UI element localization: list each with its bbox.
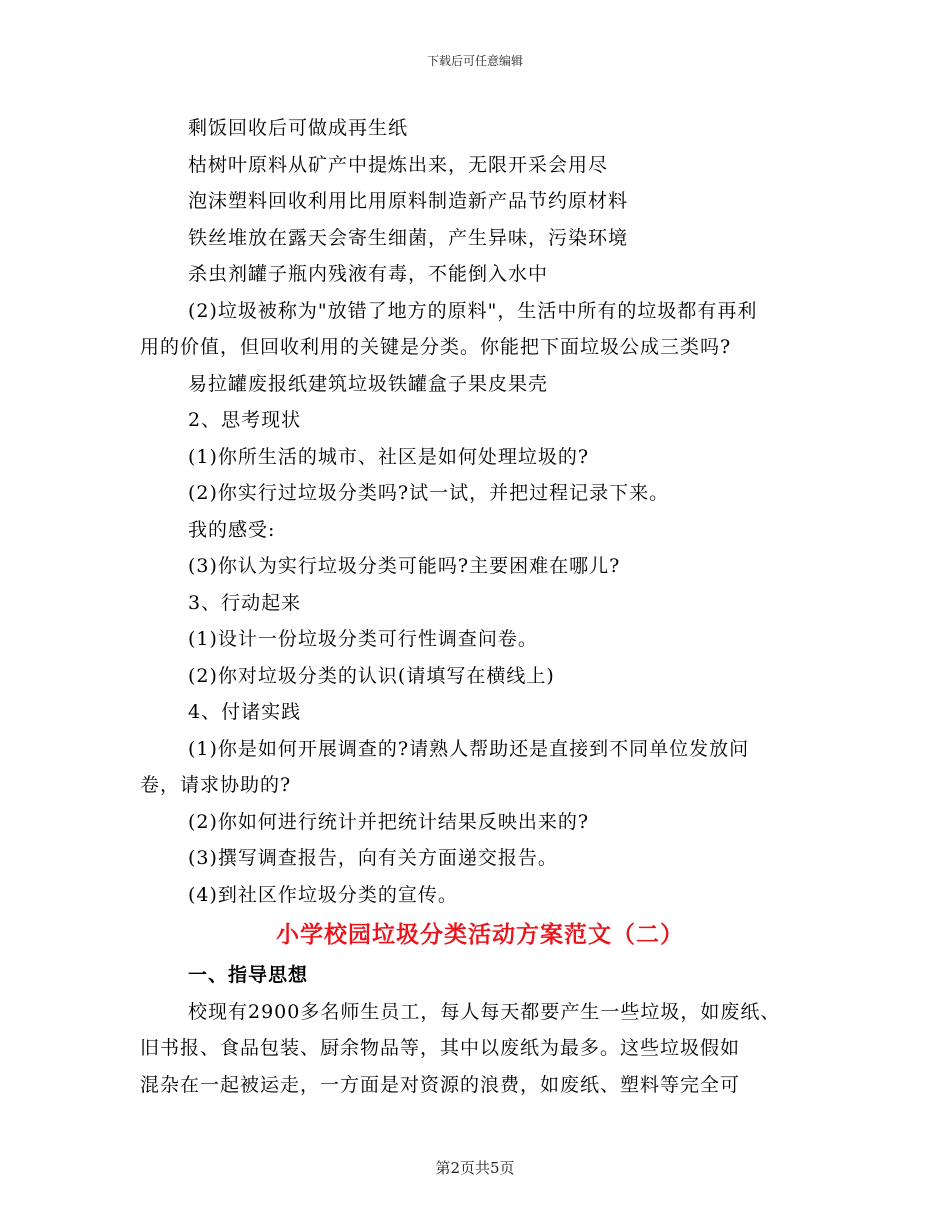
text-line: (1)你所生活的城市、社区是如何处理垃圾的? xyxy=(188,445,590,468)
text-line: 杀虫剂罐子瓶内残液有毒，不能倒入水中 xyxy=(188,263,549,285)
section-title: 小学校园垃圾分类活动方案范文（二） xyxy=(276,922,684,948)
text-line: 卷，请求协助的? xyxy=(140,774,292,796)
text-line: 4、付诸实践 xyxy=(188,701,302,723)
text-line: 泡沫塑料回收利用比用原料制造新产品节约原材料 xyxy=(188,190,629,212)
text-line: 易拉罐废报纸建筑垃圾铁罐盒子果皮果壳 xyxy=(188,372,549,395)
text-line: (2)你如何进行统计并把统计结果反映出来的? xyxy=(188,810,590,833)
text-line: 剩饭回收后可做成再生纸 xyxy=(188,117,409,139)
text-line: (2)垃圾被称为"放错了地方的原料"，生活中所有的垃圾都有再利 xyxy=(188,299,758,322)
text-line: 3、行动起来 xyxy=(188,591,302,614)
text-line: 用的价值，但回收利用的关键是分类。你能把下面垃圾公成三类吗? xyxy=(140,336,732,358)
text-line: (1)你是如何开展调查的?请熟人帮助还是直接到不同单位发放问 xyxy=(188,737,750,760)
page-header: 下载后可任意编辑 xyxy=(426,54,523,68)
sub-heading: 一、指导思想 xyxy=(188,964,309,986)
text-line: (2)你对垃圾分类的认识(请填写在横线上) xyxy=(188,664,555,687)
text-line: (2)你实行过垃圾分类吗?试一试，并把过程记录下来。 xyxy=(188,482,670,504)
paragraph-line: 混杂在一起被运走，一方面是对资源的浪费，如废纸、塑料等完全可 xyxy=(140,1073,741,1096)
text-line: (4)到社区作垃圾分类的宣传。 xyxy=(188,883,458,906)
text-line: 枯树叶原料从矿产中提炼出来，无限开采会用尽 xyxy=(188,153,609,176)
document-body xyxy=(140,110,820,1103)
text-line: 我的感受: xyxy=(188,518,276,541)
paragraph-line: 旧书报、食品包装、厨余物品等，其中以废纸为最多。这些垃圾假如 xyxy=(140,1037,741,1059)
paragraph-line: 校现有2900多名师生员工，每人每天都要产生一些垃圾，如废纸、 xyxy=(188,1000,781,1023)
guiding-thought-paragraph xyxy=(140,994,820,1104)
activity-steps xyxy=(140,110,820,913)
text-line: (1)设计一份垃圾分类可行性调查问卷。 xyxy=(188,628,538,650)
text-line: 铁丝堆放在露天会寄生细菌，产生异味，污染环境 xyxy=(188,226,629,249)
page-footer: 第2页共5页 xyxy=(435,1159,515,1177)
text-line: 2、思考现状 xyxy=(188,409,302,431)
text-line: (3)你认为实行垃圾分类可能吗?主要困难在哪儿? xyxy=(188,555,621,577)
text-line: (3)撰写调查报告，向有关方面递交报告。 xyxy=(188,847,558,869)
